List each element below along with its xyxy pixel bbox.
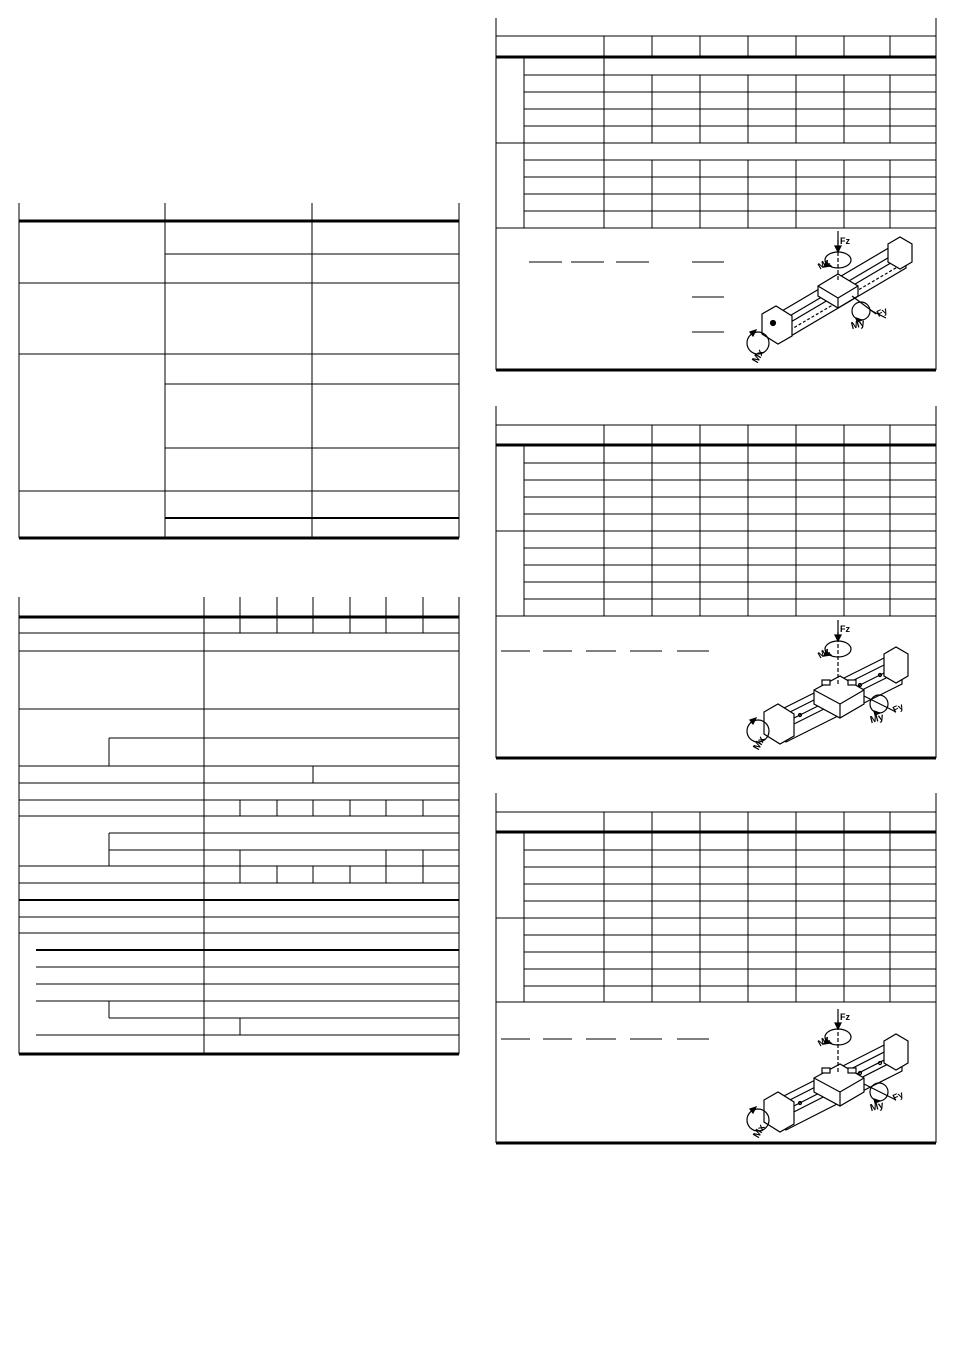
left-table-technical-data: [19, 597, 459, 1054]
label-my-3: My: [868, 1099, 886, 1115]
label-fy-3: Fy: [891, 1089, 905, 1103]
label-fy: Fy: [875, 305, 889, 319]
label-fy-2: Fy: [891, 701, 905, 715]
label-fz-2: Fz: [840, 624, 850, 634]
label-my: My: [849, 317, 867, 333]
label-my-2: My: [868, 711, 886, 727]
label-mz-2: Mz: [816, 645, 832, 661]
right-table-loads-1: [496, 18, 936, 370]
label-mx-2: Mx: [751, 734, 768, 753]
actuator-diagram-1: [747, 231, 912, 354]
label-fz-3: Fz: [840, 1012, 850, 1022]
label-mz: Mz: [816, 256, 832, 272]
label-mx: Mx: [750, 347, 767, 366]
actuator-diagram-3: [747, 1009, 908, 1132]
label-fz: Fz: [840, 236, 850, 246]
left-table-characteristics: [19, 203, 459, 538]
actuator-diagram-2: [747, 620, 908, 744]
label-mz-3: Mz: [816, 1033, 832, 1049]
label-mx-3: Mx: [751, 1122, 768, 1141]
